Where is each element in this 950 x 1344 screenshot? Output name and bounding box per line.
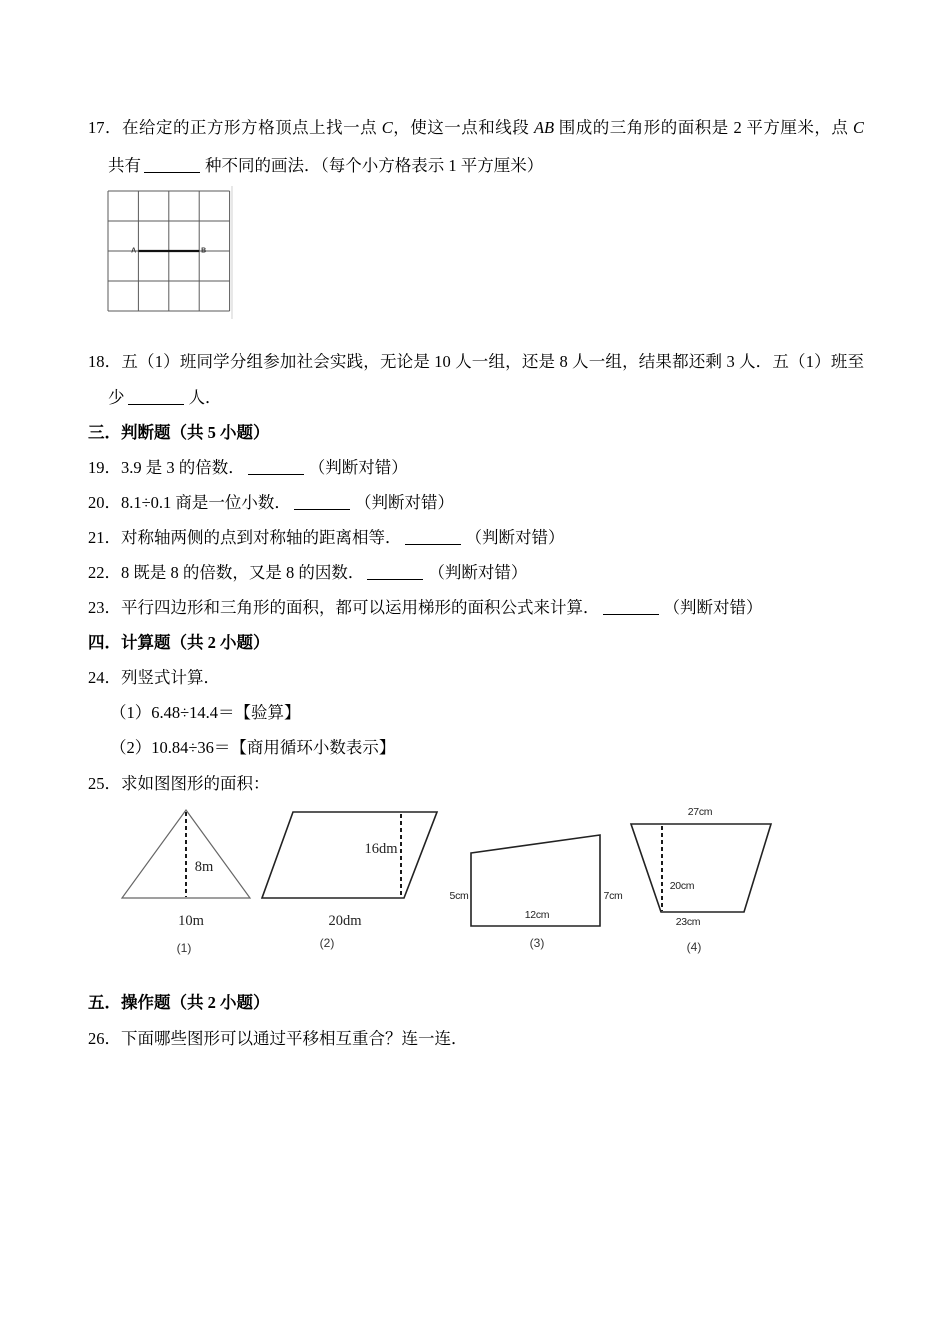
figure-triangle bbox=[122, 810, 250, 955]
question-text: 下面哪些图形可以通过平移相互重合？连一连． bbox=[121, 1029, 468, 1048]
answer-blank bbox=[405, 530, 461, 545]
question-instruction: （判断对错） bbox=[308, 458, 408, 477]
variable-c: C bbox=[853, 118, 864, 137]
answer-blank bbox=[248, 460, 304, 475]
question-22 bbox=[88, 561, 527, 585]
answer-blank bbox=[128, 390, 184, 405]
question-number: 25． bbox=[88, 774, 121, 793]
question-number: 20． bbox=[88, 493, 121, 512]
question-19 bbox=[88, 456, 408, 480]
question-text: ，使这一点和线段 bbox=[392, 118, 534, 137]
section-heading-calculation: 四．计算题（共 2 小题） bbox=[88, 633, 270, 652]
answer-blank bbox=[603, 600, 659, 615]
question-number: 23． bbox=[88, 598, 121, 617]
question-text: 8.1÷0.1 商是一位小数． bbox=[121, 493, 291, 512]
question-number: 19． bbox=[88, 458, 121, 477]
question-text: 列竖式计算． bbox=[121, 668, 220, 687]
question-text: 五（1）班同学分组参加社会实践，无论是 10 人一组，还是 8 人一组，结果都还剩 3 人．五（1）班至 bbox=[121, 352, 864, 371]
top-base-label: 27cm bbox=[687, 806, 713, 818]
question-text: 平行四边形和三角形的面积，都可以运用梯形的面积公式来计算． bbox=[121, 598, 600, 617]
question-26 bbox=[88, 1027, 468, 1051]
area-figures bbox=[110, 800, 790, 960]
question-number: 21． bbox=[88, 528, 121, 547]
question-23 bbox=[88, 596, 763, 620]
question-text: 种不同的画法．（每个小方格表示 1 平方厘米） bbox=[205, 156, 544, 175]
point-b-label: B bbox=[201, 247, 207, 255]
question-text: 对称轴两侧的点到对称轴的距离相等． bbox=[121, 528, 402, 547]
question-17-line-2 bbox=[108, 154, 543, 178]
question-text: 围成的三角形的面积是 2 平方厘米，点 bbox=[554, 118, 853, 137]
figure-caption: (1) bbox=[176, 941, 192, 955]
question-18-line-2 bbox=[108, 386, 222, 410]
figure-caption: (2) bbox=[319, 936, 335, 950]
height-label: 8m bbox=[194, 859, 214, 875]
question-18-line-1 bbox=[88, 350, 864, 374]
question-text: 8 既是 8 的倍数，又是 8 的因数． bbox=[121, 563, 365, 582]
question-text: 共有 bbox=[108, 156, 141, 175]
question-text: 求如图图形的面积： bbox=[121, 774, 270, 793]
figure-caption: (3) bbox=[529, 936, 545, 950]
point-a-label: A bbox=[131, 247, 137, 255]
square-grid bbox=[100, 180, 240, 325]
question-number: 26． bbox=[88, 1029, 121, 1048]
question-21 bbox=[88, 526, 565, 550]
figure-caption: (4) bbox=[686, 940, 702, 954]
question-25 bbox=[88, 772, 270, 796]
answer-blank bbox=[294, 495, 350, 510]
question-instruction: （判断对错） bbox=[354, 493, 454, 512]
section-heading-judgment: 三．判断题（共 5 小题） bbox=[88, 423, 270, 442]
right-side-label: 7cm bbox=[603, 890, 623, 902]
answer-blank bbox=[367, 565, 423, 580]
figure-right-trapezoid bbox=[450, 835, 623, 950]
question-instruction: （判断对错） bbox=[428, 563, 528, 582]
base-label: 12cm bbox=[524, 909, 550, 921]
question-number: 22． bbox=[88, 563, 121, 582]
variable-c: C bbox=[381, 118, 393, 137]
question-number: 18． bbox=[88, 352, 122, 371]
question-instruction: （判断对错） bbox=[465, 528, 565, 547]
left-side-label: 5cm bbox=[449, 890, 469, 902]
bottom-base-label: 23cm bbox=[675, 916, 701, 928]
section-heading-operation: 五．操作题（共 2 小题） bbox=[88, 993, 270, 1012]
question-17-line-1 bbox=[88, 116, 864, 140]
trapezoid-outline bbox=[631, 824, 771, 912]
variable-ab: AB bbox=[533, 118, 555, 137]
question-text: 少 bbox=[108, 388, 125, 407]
height-label: 16dm bbox=[364, 841, 398, 857]
figure-trapezoid bbox=[631, 806, 771, 954]
base-label: 20dm bbox=[328, 913, 362, 929]
answer-blank bbox=[144, 158, 200, 173]
question-text: 在给定的正方形方格顶点上找一点 bbox=[122, 118, 382, 137]
question-instruction: （判断对错） bbox=[663, 598, 763, 617]
height-label: 20cm bbox=[669, 880, 695, 892]
question-24-item-1: （1）6.48÷14.4＝【验算】 bbox=[110, 703, 301, 722]
figure-parallelogram bbox=[262, 812, 437, 950]
question-number: 24． bbox=[88, 668, 121, 687]
question-number: 17． bbox=[88, 118, 123, 137]
question-text: 人． bbox=[188, 388, 222, 407]
question-text: 3.9 是 3 的倍数． bbox=[121, 458, 245, 477]
parallelogram-outline bbox=[262, 812, 437, 898]
question-24-item-2: （2）10.84÷36＝【商用循环小数表示】 bbox=[110, 738, 396, 757]
question-20 bbox=[88, 491, 454, 515]
base-label: 10m bbox=[178, 913, 204, 929]
question-24 bbox=[88, 666, 220, 690]
